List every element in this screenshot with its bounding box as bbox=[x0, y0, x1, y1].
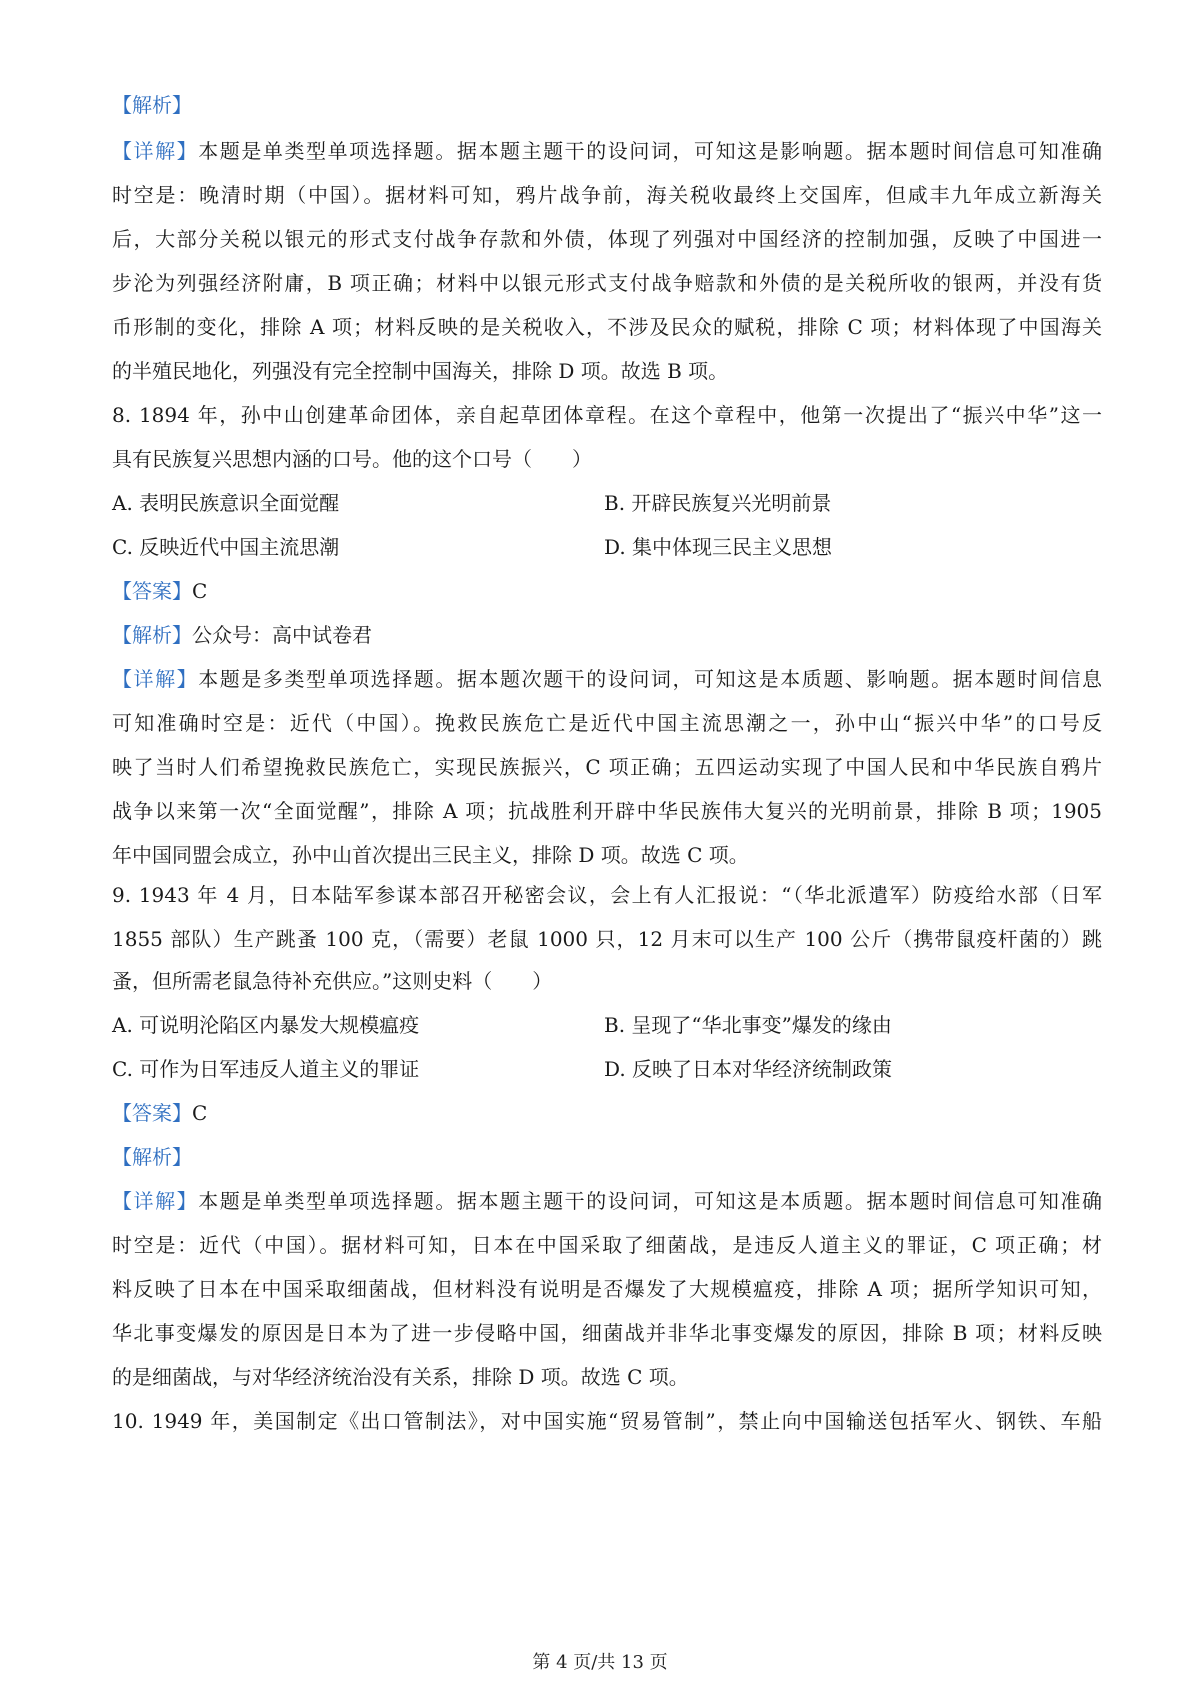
detail-line: 战争以来第一次“全面觉醒”，排除 A 项；抗战胜利开辟中华民族伟大复兴的光明前景，排除 B 项；1905 bbox=[112, 799, 1102, 823]
option-c-q8: C. 反映近代中国主流思潮 bbox=[112, 535, 340, 559]
detail-tag-q9: 【详解】 bbox=[112, 1189, 199, 1213]
analysis-tag-q9: 【解析】 bbox=[112, 1145, 192, 1169]
detail-line: 后，大部分关税以银元的形式支付战争存款和外债，体现了列强对中国经济的控制加强，反映了中国进一 bbox=[112, 227, 1102, 251]
analysis-text-q8: 公众号：高中试卷君 bbox=[192, 623, 372, 647]
answer-tag-q8: 【答案】 bbox=[112, 579, 192, 603]
option-a-q8: A. 表明民族意识全面觉醒 bbox=[112, 491, 340, 515]
analysis-tag-q8: 【解析】 bbox=[112, 623, 192, 647]
detail-tag-q8: 【详解】 bbox=[112, 667, 199, 691]
option-a-q9: A. 可说明沦陷区内暴发大规模瘟疫 bbox=[112, 1013, 420, 1037]
question-stem-q9: 蚤，但所需老鼠急待补充供应。”这则史料（ ） bbox=[112, 969, 553, 993]
question-stem-q10: 10. 1949 年，美国制定《出口管制法》，对中国实施“贸易管制”，禁止向中国输送包括军火、钢铁、车船 bbox=[112, 1409, 1102, 1433]
detail-line: 步沦为列强经济附庸，B 项正确；材料中以银元形式支付战争赔款和外债的是关税所收的银两，并没有货 bbox=[112, 271, 1102, 295]
detail-line: 华北事变爆发的原因是日本为了进一步侵略中国，细菌战并非华北事变爆发的原因，排除 B 项；材料反映 bbox=[112, 1321, 1102, 1345]
detail-line: 【详解】本题是单类型单项选择题。据本题主题干的设问词，可知这是本质题。据本题时间信息可知准确 bbox=[112, 1189, 1103, 1213]
answer-q8 bbox=[112, 576, 1102, 606]
question-stem-q8: 8. 1894 年，孙中山创建革命团体，亲自起草团体章程。在这个章程中，他第一次提出了“振兴中华”这一 bbox=[112, 403, 1102, 427]
option-b-q8: B. 开辟民族复兴光明前景 bbox=[604, 491, 832, 515]
detail-line: 映了当时人们希望挽救民族危亡，实现民族振兴，C 项正确；五四运动实现了中国人民和中华民族自鸦片 bbox=[112, 755, 1102, 779]
detail-line: 【详解】本题是多类型单项选择题。据本题次题干的设问词，可知这是本质题、影响题。据本题时间信息 bbox=[112, 667, 1103, 691]
question-stem-q9: 9. 1943 年 4 月，日本陆军参谋本部召开秘密会议，会上有人汇报说：“（华北派遣军）防疫给水部（日军 bbox=[112, 883, 1102, 907]
page-number: 第 4 页/共 13 页 bbox=[532, 1652, 668, 1673]
detail-line: 【详解】本题是单类型单项选择题。据本题主题干的设问词，可知这是影响题。据本题时间信息可知准确 bbox=[112, 139, 1103, 163]
detail-tag-q7: 【详解】 bbox=[112, 139, 199, 163]
option-d-q9: D. 反映了日本对华经济统制政策 bbox=[604, 1057, 893, 1081]
detail-line: 料反映了日本在中国采取细菌战，但材料没有说明是否爆发了大规模瘟疫，排除 A 项；据所学知识可知， bbox=[112, 1277, 1102, 1301]
answer-q9 bbox=[112, 1098, 1102, 1128]
detail-line: 时空是：晚清时期（中国）。据材料可知，鸦片战争前，海关税收最终上交国库，但咸丰九年成立新海关 bbox=[112, 183, 1102, 207]
detail-line: 币形制的变化，排除 A 项；材料反映的是关税收入，不涉及民众的赋税，排除 C 项；材料体现了中国海关 bbox=[112, 315, 1102, 339]
option-c-q9: C. 可作为日军违反人道主义的罪证 bbox=[112, 1057, 420, 1081]
answer-value-q9: C bbox=[192, 1101, 208, 1125]
detail-line: 年中国同盟会成立，孙中山首次提出三民主义，排除 D 项。故选 C 项。 bbox=[112, 843, 749, 867]
detail-line: 可知准确时空是：近代（中国）。挽救民族危亡是近代中国主流思潮之一，孙中山“振兴中华”的口号反 bbox=[112, 711, 1102, 735]
answer-value-q8: C bbox=[192, 579, 208, 603]
option-b-q9: B. 呈现了“华北事变”爆发的缘由 bbox=[604, 1013, 892, 1037]
detail-line: 的半殖民地化，列强没有完全控制中国海关，排除 D 项。故选 B 项。 bbox=[112, 359, 729, 383]
option-d-q8: D. 集中体现三民主义思想 bbox=[604, 535, 833, 559]
question-stem-q8: 具有民族复兴思想内涵的口号。他的这个口号（ ） bbox=[112, 447, 592, 471]
question-stem-q9: 1855 部队）生产跳蚤 100 克，（需要）老鼠 1000 只，12 月末可以生产 100 公斤（携带鼠疫杆菌的）跳 bbox=[112, 927, 1102, 951]
analysis-q9 bbox=[112, 1142, 1102, 1172]
analysis-tag-q7: 【解析】 bbox=[112, 93, 192, 117]
detail-line: 时空是：近代（中国）。据材料可知，日本在中国采取了细菌战，是违反人道主义的罪证，C 项正确；材 bbox=[112, 1233, 1102, 1257]
analysis-q8 bbox=[112, 620, 1102, 650]
answer-tag-q9: 【答案】 bbox=[112, 1101, 192, 1125]
detail-line: 的是细菌战，与对华经济统治没有关系，排除 D 项。故选 C 项。 bbox=[112, 1365, 689, 1389]
